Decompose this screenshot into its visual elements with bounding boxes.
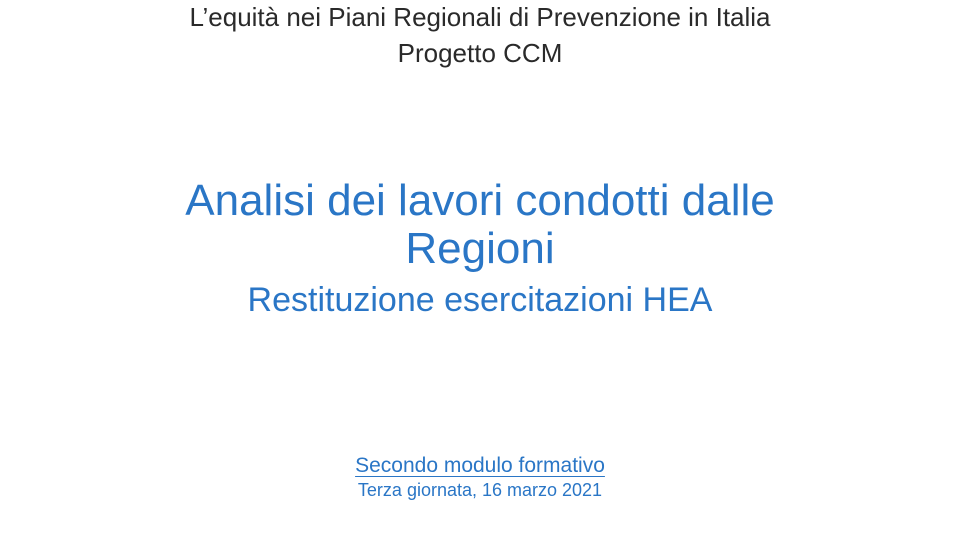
- module-label: [0, 455, 960, 476]
- slide-title-line-2: Regioni: [405, 224, 555, 273]
- slide-title-line-1: Analisi dei lavori condotti dalle: [185, 176, 775, 225]
- date-label: Terza giornata, 16 marzo 2021: [357, 480, 603, 500]
- slide-subtitle: Restituzione esercitazioni HEA: [247, 281, 713, 319]
- header-line-2: Progetto CCM: [397, 38, 563, 68]
- module-label-text: Secondo modulo formativo: [355, 454, 605, 477]
- header-line-1: L’equità nei Piani Regionali di Prevenzione in Italia: [189, 2, 771, 32]
